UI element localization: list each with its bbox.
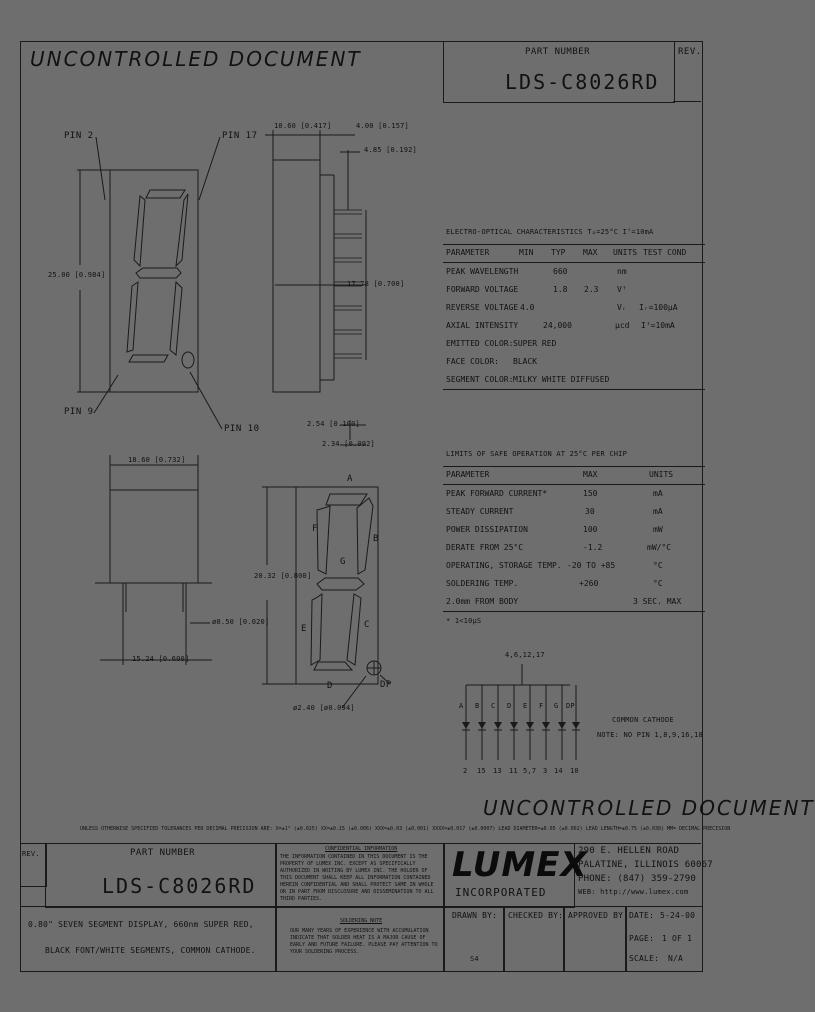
front-view-body [110, 170, 198, 392]
circuit-pin: 10 [570, 767, 579, 775]
limits-table-title: LIMITS OF SAFE OPERATION AT 25°C PER CHIP [446, 450, 627, 458]
limits-table-row: STEADY CURRENT 30 mA [446, 507, 663, 516]
header-part-number-label: PART NUMBER [525, 47, 591, 57]
eo-table-row: PEAK WAVELENGTH 660 nm [446, 267, 627, 276]
soldering-title: SOLDERING NOTE [340, 918, 383, 924]
limits-table-row: DERATE FROM 25°C -1.2 mW/°C [446, 543, 672, 552]
segment-label-e: E [301, 624, 307, 634]
circuit-seg-g: G [554, 702, 559, 710]
eo-table-row: EMITTED COLOR: SUPER RED [446, 339, 557, 348]
segment-label-c: C [364, 620, 370, 630]
limits-table-row: POWER DISSIPATION 100 mW [446, 525, 663, 534]
side-dim-1778: 17.78 [0.700] [347, 280, 405, 288]
page-label: PAGE: [629, 934, 655, 943]
segment-label-b: B [373, 534, 379, 544]
eo-table-title: ELECTRO-OPTICAL CHARACTERISTICS Tₐ=25°C Iᶠ=10mA [446, 228, 654, 236]
side-view-body [273, 160, 320, 392]
lumex-logo-sub: INCORPORATED [455, 886, 547, 899]
side-dim-234: 2.34 [0.092] [322, 440, 375, 448]
bottom-pitch: 15.24 [0.600] [132, 655, 190, 663]
limits-table-row: OPERATING, STORAGE TEMP. -20 TO +85 °C [446, 561, 663, 570]
eo-table-row: REVERSE VOLTAGE 4.0 Vᵣ Iᵣ=100µA [446, 303, 678, 312]
approved-by-label: APPROVED BY: [568, 911, 629, 920]
circuit-pin: 3 [543, 767, 548, 775]
segment-label-dp: DP [380, 680, 392, 690]
uncontrolled-document-top: UNCONTROLLED DOCUMENT [30, 47, 362, 71]
date-label: DATE: [629, 911, 655, 920]
title-rev-label: REV. [22, 850, 40, 858]
confidential-text: THE INFORMATION CONTAINED IN THIS DOCUMENT IS THE PROPERTY OF LUMEX INC. EXCEPT AS SPECIFICALLY AUTHORIZED IN WRITING BY LUMEX INC. THE HOLDER OF THIS DOCUMENT SHALL KEEP ALL INFORMATION CONTAINED HEREIN CONFIDENTIAL AND SHALL PROTECT SAME IN WHOLE OR IN PART FROM DISCLOSURE AND DISSEMINATION TO ALL THIRD PARTIES. [280, 854, 434, 902]
limits-table-header: PARAMETER MAX UNITS [443, 466, 705, 485]
segment-view-body [296, 487, 378, 684]
title-part-number: LDS-C8026RD [102, 874, 257, 898]
lumex-logo: LUMEX [452, 845, 588, 885]
segment-label-d: D [327, 681, 333, 691]
circuit-pin: 5,7 [523, 767, 537, 775]
circuit-pin: 11 [509, 767, 518, 775]
date-value: 5-24-00 [660, 911, 696, 920]
bottom-width-dim: 18.60 [0.732] [128, 456, 186, 464]
description-line1: 0.80" SEVEN SEGMENT DISPLAY, 660nm SUPER RED, [28, 920, 254, 929]
uncontrolled-document-bottom: UNCONTROLLED DOCUMENT [483, 796, 815, 820]
front-height-dim: 25.00 [0.984] [48, 271, 106, 279]
pin2-label: PIN 2 [64, 131, 94, 141]
pin17-label: PIN 17 [222, 131, 258, 141]
segment-label-f: F [312, 524, 318, 534]
page-value: 1 OF 1 [662, 934, 693, 943]
circuit-pin: 14 [554, 767, 563, 775]
limits-table-row: PEAK FORWARD CURRENT* 150 mA [446, 489, 663, 498]
eo-table-header: PARAMETER MIN TYP MAX UNITS TEST COND [443, 244, 705, 263]
circuit-pin: 2 [463, 767, 468, 775]
circuit-seg-f: F [539, 702, 544, 710]
address-line2: PALATINE, ILLINOIS 60067 [578, 860, 713, 870]
address-line1: 290 E. HELLEN ROAD [578, 846, 680, 856]
limits-footnote: * 1<10µS [446, 617, 482, 625]
segment-height-dim: 20.32 [0.800] [254, 572, 312, 580]
scale-value: N/A [668, 954, 684, 963]
drawn-by-label: DRAWN BY: [452, 911, 498, 920]
circuit-seg-c: C [491, 702, 496, 710]
limits-table-row: SOLDERING TEMP. +260 °C [446, 579, 663, 588]
pin9-label: PIN 9 [64, 407, 94, 417]
phone: PHONE: (847) 359-2790 [578, 874, 696, 884]
tolerance-note: UNLESS OTHERWISE SPECIFIED TOLERANCES PER DECIMAL PRECISION ARE: X=±1° (±0.025) XX=±0.15 (±0.006) XXX=±0.03 (±0.001) XXXX=±0.017 (±0.0007) LEAD DIAMETER=±0.05 (±0.002) LEAD LENGTH=±0.75 (±0.030) MM= DECIMAL PRECISION [80, 826, 731, 832]
segment-label-g: G [340, 557, 346, 567]
no-pin-note: NOTE: NO PIN 1,8,9,16,18 [597, 731, 703, 739]
common-pins-label: 4,6,12,17 [505, 651, 545, 659]
checked-by-label: CHECKED BY: [508, 911, 564, 920]
header-rev-label: REV. [678, 47, 702, 57]
title-part-number-label: PART NUMBER [130, 848, 196, 858]
side-dim-485: 4.85 [0.192] [364, 146, 417, 154]
circuit-pin: 15 [477, 767, 486, 775]
circuit-seg-a: A [459, 702, 464, 710]
bottom-pin-dia: ø0.50 [0.020] [212, 618, 270, 626]
side-dim-254: 2.54 [0.100] [307, 420, 360, 428]
description-line2: BLACK FONT/WHITE SEGMENTS, COMMON CATHODE. [45, 946, 256, 955]
segment-dp-dia: ø2.40 [ø0.094] [293, 704, 355, 712]
eo-table-row: SEGMENT COLOR: MILKY WHITE DIFFUSED [443, 371, 705, 390]
circuit-seg-d: D [507, 702, 512, 710]
eo-table-row: FACE COLOR: BLACK [446, 357, 538, 366]
bottom-view-body [110, 490, 198, 583]
header-part-number: LDS-C8026RD [505, 70, 660, 94]
description-box [20, 906, 277, 972]
web: WEB: http://www.lumex.com [578, 888, 689, 896]
limits-table-row: 2.0mm FROM BODY 3 SEC. MAX [443, 593, 705, 612]
circuit-seg-e: E [523, 702, 528, 710]
circuit-pin: 13 [493, 767, 502, 775]
circuit-seg-dp: DP [566, 702, 575, 710]
segment-label-a: A [347, 474, 353, 484]
scale-label: SCALE: [629, 954, 660, 963]
drawn-by-value: S4 [470, 955, 479, 963]
confidential-title: CONFIDENTIAL INFORMATION [325, 846, 398, 852]
side-dim-a: 10.60 [0.417] [274, 122, 332, 130]
soldering-text: OUR MANY YEARS OF EXPERIENCE WITH ACCUMULATION INDICATE THAT SOLDER HEAT IS A MAJOR CAUSE OF EARLY AND FUTURE FAILURE. PLEASE PAY ATTENTION TO YOUR SOLDERING PROCESS. [290, 928, 438, 955]
pin10-label: PIN 10 [224, 424, 260, 434]
circuit-seg-b: B [475, 702, 480, 710]
common-cathode-label: COMMON CATHODE [612, 716, 674, 724]
eo-table-row: AXIAL INTENSITY 24,000 µcd Iᶠ=10mA [446, 321, 675, 330]
side-dim-b: 4.00 [0.157] [356, 122, 409, 130]
eo-table-row: FORWARD VOLTAGE 1.8 2.3 Vᶠ [446, 285, 627, 294]
